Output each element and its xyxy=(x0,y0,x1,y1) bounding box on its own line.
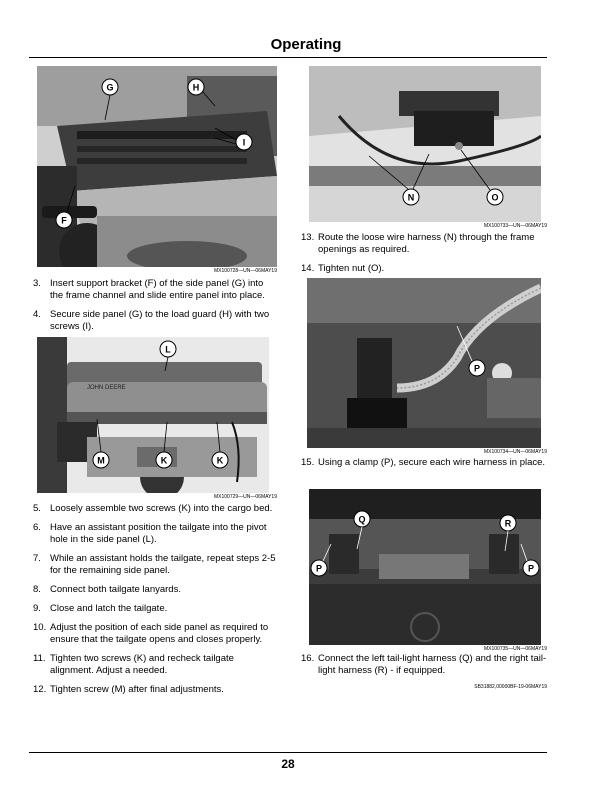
step-number: 7. xyxy=(33,553,41,564)
step-number: 15. xyxy=(301,457,315,468)
step-item xyxy=(33,522,279,546)
step-text: Route the loose wire harness (N) through the frame openings as required. xyxy=(318,232,535,255)
step-number: 6. xyxy=(33,522,41,533)
brand-text: JOHN DEERE xyxy=(87,385,126,391)
step-item xyxy=(33,553,279,577)
step-text: Using a clamp (P), secure each wire harness in place. xyxy=(318,457,546,468)
figure-caption: MX100735—UN—06MAY19 xyxy=(484,646,547,652)
callout-p-label: P xyxy=(473,363,481,374)
step-item xyxy=(301,232,549,256)
step-item xyxy=(301,457,549,469)
callout-h-label: H xyxy=(192,82,200,93)
step-text: Tighten screw (M) after final adjustments. xyxy=(50,684,224,695)
step-number: 16. xyxy=(301,653,315,664)
step-item xyxy=(301,263,549,275)
step-number: 13. xyxy=(301,232,315,243)
page-title: Operating xyxy=(270,36,342,53)
step-item xyxy=(33,603,279,615)
step-number: 10. xyxy=(33,622,47,633)
step-item xyxy=(33,309,279,333)
step-item xyxy=(33,584,279,596)
callout-n-label: N xyxy=(407,192,415,203)
figure-caption: MX100733—UN—06MAY19 xyxy=(484,223,547,229)
steps-list-right-a xyxy=(301,232,549,282)
callout-q-label: Q xyxy=(358,514,366,525)
steps-list-left-a xyxy=(33,278,279,340)
step-text: Connect both tailgate lanyards. xyxy=(50,584,181,595)
callout-k-label: K xyxy=(216,455,224,466)
step-number: 14. xyxy=(301,263,315,274)
step-item xyxy=(33,684,279,696)
steps-list-right-c xyxy=(301,653,549,684)
callout-p-label: P xyxy=(527,563,535,574)
figure-cargo-side-panel xyxy=(37,66,277,267)
step-item xyxy=(33,653,279,677)
step-text: Loosely assemble two screws (K) into the cargo bed. xyxy=(50,503,273,514)
step-number: 11. xyxy=(33,653,46,664)
callout-r-label: R xyxy=(504,518,512,529)
step-number: 4. xyxy=(33,309,41,320)
callout-m-label: M xyxy=(97,455,105,466)
callout-p-label: P xyxy=(315,563,323,574)
figure-harness-clamp xyxy=(307,278,541,448)
figure-tail-light-harness xyxy=(309,489,541,645)
step-number: 8. xyxy=(33,584,41,595)
step-text: Connect the left tail-light harness (Q) and the right tail-light harness (R) - if equipped. xyxy=(318,653,547,676)
step-item xyxy=(33,278,279,302)
callout-l-label: L xyxy=(165,344,171,355)
figure-caption: MX100728—UN—06MAY19 xyxy=(214,268,277,274)
callout-g-label: G xyxy=(106,82,114,93)
step-text: Tighten nut (O). xyxy=(318,263,385,274)
step-text: Close and latch the tailgate. xyxy=(50,603,168,614)
header-rule xyxy=(29,57,547,58)
step-text: Insert support bracket (F) of the side panel (G) into the frame channel and slide entire panel into place. xyxy=(50,278,265,301)
figure-caption: MX100729—UN—06MAY19 xyxy=(214,494,277,500)
footer-rule xyxy=(29,752,547,753)
page-number: 28 xyxy=(281,757,295,771)
step-number: 12. xyxy=(33,684,47,695)
step-item xyxy=(33,503,279,515)
reference-code: SB31882,00000BF-19-06MAY19 xyxy=(474,684,547,690)
step-number: 3. xyxy=(33,278,41,289)
steps-list-right-b xyxy=(301,457,549,476)
callout-i-label: I xyxy=(242,137,246,148)
step-number: 5. xyxy=(33,503,41,514)
step-item xyxy=(33,622,279,646)
figure-caption: MX100734—UN—06MAY19 xyxy=(484,449,547,455)
step-number: 9. xyxy=(33,603,41,614)
step-item xyxy=(301,653,549,677)
figure-harness-routing xyxy=(309,66,541,222)
callout-k-label: K xyxy=(160,455,168,466)
step-text: Tighten two screws (K) and recheck tailgate alignment. Adjust a needed. xyxy=(50,653,234,676)
callout-f-label: F xyxy=(61,215,67,226)
callout-o-label: O xyxy=(491,192,499,203)
figure-tailgate-side-panel xyxy=(37,337,269,493)
step-text: Have an assistant position the tailgate into the pivot hole in the side panel (L). xyxy=(50,522,267,545)
steps-list-left-b xyxy=(33,503,279,703)
step-text: While an assistant holds the tailgate, repeat steps 2-5 for the remaining side panel. xyxy=(50,553,276,576)
step-text: Secure side panel (G) to the load guard (H) with two screws (I). xyxy=(50,309,270,332)
step-text: Adjust the position of each side panel as required to ensure that the tailgate opens and closes properly. xyxy=(50,622,269,645)
